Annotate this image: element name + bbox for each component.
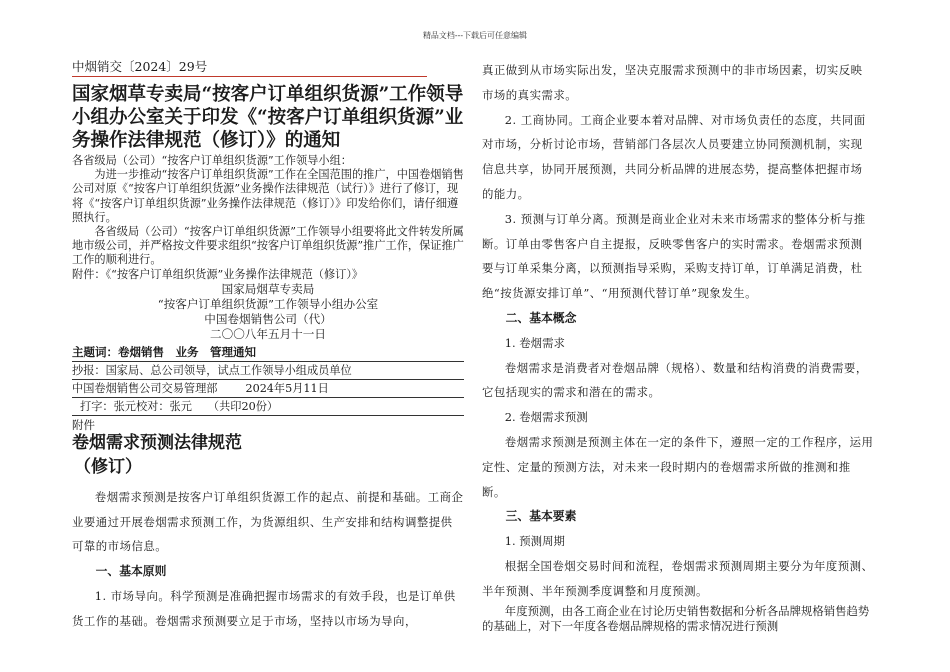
department-line	[72, 380, 464, 398]
attachment-line: 附件：《“按客户订单组织货源”业务操作法律规范（修订）》	[72, 267, 364, 281]
keywords: 主题词：卷烟销售 业务 管理通知	[72, 345, 464, 362]
typist: 打字：张元校对：张元	[80, 399, 192, 413]
copies: （共印20份）	[207, 399, 279, 413]
attachment-label: 附件	[72, 417, 95, 432]
concept-2-heading: 2. 卷烟需求预测	[504, 410, 588, 425]
signature-1: 国家局烟草专卖局	[221, 281, 315, 296]
paragraph-1: 为进一步推动“按客户订单组织货源”工作在全国范围的推广，中国卷烟销售公司对原《“按客户订单组织货源”业务操作法律规范（试行）》进行了修订，现将《“按客户订单组织货源”业务操作法律规范（修订）》印发给你们，请仔细遵照执行。	[72, 168, 464, 224]
concept-2-text: 卷烟需求预测是预测主体在一定的条件下，遵照一定的工作程序，运用定性、定量的预测方法，对未来一段时期内的卷烟需求所做的推测和推断。	[482, 434, 874, 499]
section-heading-3: 三、基本要素	[505, 509, 577, 524]
right-column	[482, 58, 874, 634]
principle-2: 2. 工商协同。工商企业要本着对品牌、对市场负责任的态度，共同面对市场，分析讨论市场，营销部门各层次人员要建立协同预测机制，实现信息共享，协同开展预测，共同分析品牌的进展态势，提高整体把握市场的能力。	[482, 112, 866, 201]
paragraph-2: 各省级局（公司）“按客户订单组织货源”工作领导小组要将此文件转发所属地市级公司，并严格按文件要求组织“按客户订单组织货源”推广工作，保证推广工作的顺利进行。	[72, 225, 464, 267]
salutation: 各省级局（公司）“按客户订单组织货源”工作领导小组：	[72, 154, 352, 167]
header-note: 精品文档---下载后可任意编辑	[422, 31, 528, 40]
principle-3: 3. 预测与订单分离。预测是商业企业对未来市场需求的整体分析与推断。订单由零售客户自主提报，反映零售客户的实时需求。卷烟需求预测要与订单采集分离，以预测指导采购，采购支持订单，订单满足消费，杜绝“按货源安排订单”、“用预测代替订单”现象发生。	[482, 211, 866, 301]
cc-line: 抄报：国家局、总公司领导，试点工作领导小组成员单位	[72, 362, 464, 380]
element-1-text: 根据全国卷烟交易时间和流程，卷烟需求预测周期主要分为年度预测、半年预测、半年预测季度调整和月度预测。	[482, 558, 874, 598]
signature-date: 二〇〇八年五月十一日	[210, 326, 326, 341]
concept-1-heading: 1. 卷烟需求	[504, 335, 565, 350]
signature-2: “按客户订单组织货源”工作领导小组办公室	[157, 296, 379, 311]
department-date: 2024年5月11日	[245, 381, 329, 395]
principle-1: 1. 市场导向。科学预测是准确把握市场需求的有效手段，也是订单供货工作的基础。卷烟需求预测要立足于市场，坚持以市场为导向，	[72, 589, 456, 628]
document-number: 中烟销交〔2024〕29号	[72, 59, 208, 74]
annual-forecast-text: 年度预测，由各工商企业在讨论历史销售数据和分析各品牌规格销售趋势的基础上，对下一年度各卷烟品牌规格的需求情况进行预测	[482, 603, 870, 633]
signature-3: 中国卷烟销售公司（代）	[204, 311, 332, 326]
attachment-subtitle: （修订）	[74, 456, 142, 477]
section-heading-2: 二、基本概念	[505, 310, 577, 325]
attachment-title: 卷烟需求预测法律规范	[72, 432, 242, 453]
intro-paragraph: 卷烟需求预测是按客户订单组织货源工作的起点、前提和基础。工商企业要通过开展卷烟需求预测工作，为货源组织、生产安排和结构调整提供可靠的市场信息。	[72, 489, 464, 554]
section-heading-1: 一、基本原则	[95, 564, 167, 579]
notice-title: 国家烟草专卖局“按客户订单组织货源”工作领导小组办公室关于印发《“按客户订单组织货源”业务操作法律规范（修订）》的通知	[72, 84, 464, 151]
concept-1-text: 卷烟需求是消费者对卷烟品牌（规格）、数量和结构消费的消费需要，它包括现实的需求和潜在的需求。	[482, 360, 868, 400]
element-1-heading: 1. 预测周期	[504, 534, 565, 549]
left-column	[72, 58, 464, 634]
department: 中国卷烟销售公司交易管理部	[72, 381, 218, 395]
red-divider	[72, 76, 427, 77]
principle-1-continued: 真正做到从市场实际出发，坚决克服需求预测中的非市场因素，切实反映市场的真实需求。	[482, 63, 863, 102]
typist-line	[72, 398, 464, 416]
